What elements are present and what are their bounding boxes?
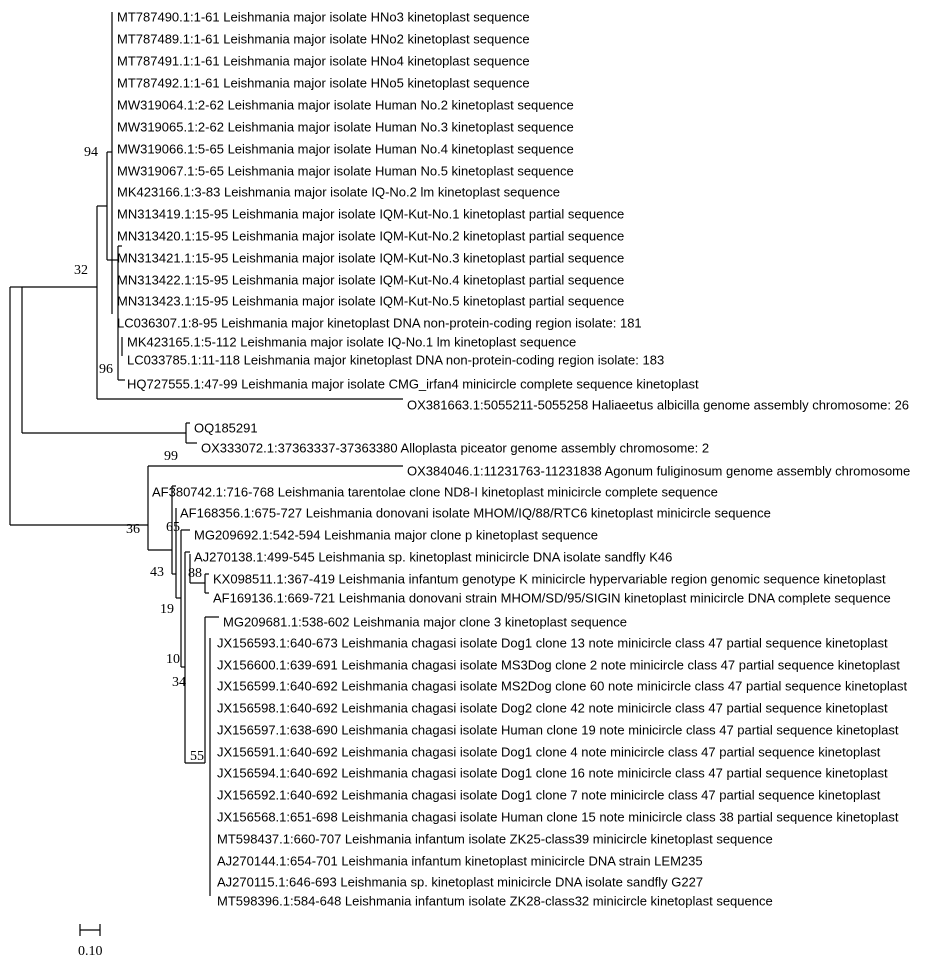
leaf-label: JX156597.1:638-690 Leishmania chagasi isolate Human clone 19 note minicircle class 47 partial sequence kinetoplast — [217, 722, 899, 738]
leaf-label: JX156592.1:640-692 Leishmania chagasi isolate Dog1 clone 7 note minicircle class 47 partial sequence kinetoplast — [217, 787, 881, 803]
leaf-label: MT598396.1:584-648 Leishmania infantum isolate ZK28-class32 minicircle kinetoplast sequence — [217, 893, 773, 909]
leaf-label: MT787489.1:1-61 Leishmania major isolate HNo2 kinetoplast sequence — [117, 31, 530, 47]
leaf-label: MK423165.1:5-112 Leishmania major isolate IQ-No.1 lm kinetoplast sequence — [127, 334, 577, 350]
bootstrap-label: 55 — [190, 749, 204, 764]
leaf-label: MW319067.1:5-65 Leishmania major isolate Human No.5 kinetoplast sequence — [117, 163, 574, 179]
leaf-label: OQ185291 — [194, 420, 258, 436]
leaf-label: AF169136.1:669-721 Leishmania donovani strain MHOM/SD/95/SIGIN kinetoplast minicircle DNA complete sequence — [213, 590, 891, 606]
bootstrap-label: 43 — [150, 565, 164, 580]
leaf-label: OX384046.1:11231763-11231838 Agonum fuliginosum genome assembly chromosome — [407, 463, 911, 479]
leaf-label: JX156568.1:651-698 Leishmania chagasi isolate Human clone 15 note minicircle class 38 partial sequence kinetoplast — [217, 809, 899, 825]
leaf-label: MN313421.1:15-95 Leishmania major isolate IQM-Kut-No.3 kinetoplast partial sequence — [117, 250, 625, 266]
bootstrap-label: 88 — [188, 566, 202, 581]
bootstrap-label: 10 — [166, 652, 180, 667]
leaf-label: MK423166.1:3-83 Leishmania major isolate IQ-No.2 lm kinetoplast sequence — [117, 184, 560, 200]
leaf-label: LC036307.1:8-95 Leishmania major kinetoplast DNA non-protein-coding region isolate: 181 — [117, 315, 642, 331]
leaf-label: AJ270115.1:646-693 Leishmania sp. kinetoplast minicircle DNA isolate sandfly G227 — [217, 874, 704, 890]
leaf-label: MT787491.1:1-61 Leishmania major isolate HNo4 kinetoplast sequence — [117, 53, 530, 69]
leaf-label: OX381663.1:5055211-5055258 Haliaeetus albicilla genome assembly chromosome: 26 — [407, 397, 910, 413]
leaf-label: MG209681.1:538-602 Leishmania major clone 3 kinetoplast sequence — [223, 614, 627, 630]
bootstrap-label: 34 — [172, 675, 186, 690]
bootstrap-label: 32 — [74, 263, 88, 278]
leaf-label: KX098511.1:367-419 Leishmania infantum genotype K minicircle hypervariable region genomic sequence kinetoplast — [213, 571, 886, 587]
leaf-label: LC033785.1:11-118 Leishmania major kinetoplast DNA non-protein-coding region isolate: 183 — [127, 352, 665, 368]
leaf-label: AJ270138.1:499-545 Leishmania sp. kinetoplast minicircle DNA isolate sandfly K46 — [194, 549, 673, 565]
leaf-label: MN313420.1:15-95 Leishmania major isolate IQM-Kut-No.2 kinetoplast partial sequence — [117, 228, 625, 244]
leaf-label: AF380742.1:716-768 Leishmania tarentolae clone ND8-I kinetoplast minicircle complete sequence — [152, 484, 718, 500]
leaf-label: MG209692.1:542-594 Leishmania major clone p kinetoplast sequence — [194, 527, 598, 543]
scale-bar-label: 0.10 — [78, 944, 103, 959]
leaf-label: MW319064.1:2-62 Leishmania major isolate Human No.2 kinetoplast sequence — [117, 97, 574, 113]
bootstrap-label: 99 — [164, 449, 178, 464]
leaf-label: JX156600.1:639-691 Leishmania chagasi isolate MS3Dog clone 2 note minicircle class 47 partial sequence kinetoplast — [217, 657, 900, 673]
leaf-label: MW319065.1:2-62 Leishmania major isolate Human No.3 kinetoplast sequence — [117, 119, 574, 135]
leaf-label: JX156598.1:640-692 Leishmania chagasi isolate Dog2 clone 42 note minicircle class 47 partial sequence kinetoplast — [217, 700, 888, 716]
leaf-label: MN313422.1:15-95 Leishmania major isolate IQM-Kut-No.4 kinetoplast partial sequence — [117, 272, 625, 288]
leaf-label: MN313419.1:15-95 Leishmania major isolate IQM-Kut-No.1 kinetoplast partial sequence — [117, 206, 625, 222]
bootstrap-label: 94 — [84, 145, 98, 160]
leaf-label: JX156593.1:640-673 Leishmania chagasi isolate Dog1 clone 13 note minicircle class 47 partial sequence kinetoplast — [217, 635, 888, 651]
bootstrap-label: 19 — [160, 602, 174, 617]
bootstrap-label: 65 — [166, 520, 180, 535]
leaf-label: MN313423.1:15-95 Leishmania major isolate IQM-Kut-No.5 kinetoplast partial sequence — [117, 293, 625, 309]
leaf-label: MT787490.1:1-61 Leishmania major isolate HNo3 kinetoplast sequence — [117, 9, 530, 25]
leaf-label: HQ727555.1:47-99 Leishmania major isolate CMG_irfan4 minicircle complete sequence kinetoplast — [127, 376, 699, 392]
leaf-label: MT598437.1:660-707 Leishmania infantum isolate ZK25-class39 minicircle kinetoplast sequence — [217, 831, 773, 847]
leaf-label: AF168356.1:675-727 Leishmania donovani isolate MHOM/IQ/88/RTC6 kinetoplast minicircle sequence — [180, 505, 771, 521]
leaf-label: JX156591.1:640-692 Leishmania chagasi isolate Dog1 clone 4 note minicircle class 47 partial sequence kinetoplast — [217, 744, 881, 760]
leaf-label: JX156594.1:640-692 Leishmania chagasi isolate Dog1 clone 16 note minicircle class 47 partial sequence kinetoplast — [217, 765, 888, 781]
bootstrap-label: 96 — [99, 362, 113, 377]
scale-bar — [78, 924, 103, 959]
leaf-label: MW319066.1:5-65 Leishmania major isolate Human No.4 kinetoplast sequence — [117, 141, 574, 157]
leaf-label: JX156599.1:640-692 Leishmania chagasi isolate MS2Dog clone 60 note minicircle class 47 partial sequence kinetoplast — [217, 678, 908, 694]
leaf-label: OX333072.1:37363337-37363380 Alloplasta piceator genome assembly chromosome: 2 — [201, 440, 710, 456]
leaf-label: AJ270144.1:654-701 Leishmania infantum kinetoplast minicircle DNA strain LEM235 — [217, 853, 703, 869]
leaf-label: MT787492.1:1-61 Leishmania major isolate HNo5 kinetoplast sequence — [117, 75, 530, 91]
bootstrap-label: 36 — [126, 522, 140, 537]
leaf-labels — [117, 10, 910, 909]
